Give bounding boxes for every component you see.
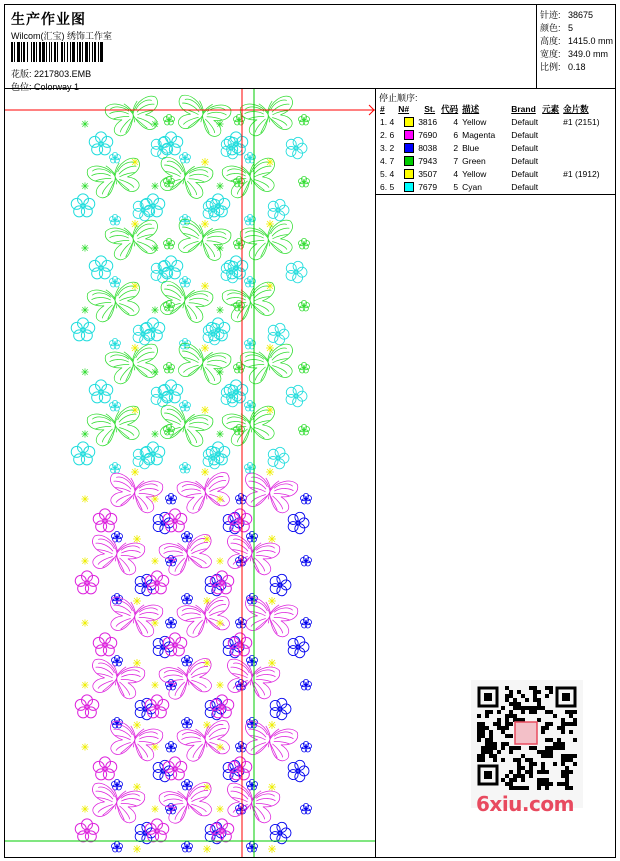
qr-code (471, 680, 583, 808)
design-canvas (5, 89, 376, 858)
cell-desc: Blue (462, 142, 480, 153)
cell-element (540, 115, 561, 128)
color-swatch (404, 156, 414, 166)
stop-sequence-title: 停止顺序: (379, 93, 418, 103)
cell-sequins (561, 180, 601, 193)
cell-num: 4. 7 (380, 155, 395, 166)
color-swatch (404, 130, 414, 140)
cell-needle: 4 (453, 168, 459, 179)
color-swatch (404, 117, 414, 127)
cell-brand: Default (511, 116, 539, 127)
col-element: 元素 (542, 104, 560, 114)
col-num: # (380, 104, 385, 114)
cell-element (540, 141, 561, 154)
cell-swatch (396, 180, 416, 193)
barcode (11, 42, 145, 62)
stat-height: 高度: 1415.0 mm (540, 36, 614, 46)
embroidery-pattern (71, 94, 311, 853)
stop-sequence-panel (375, 88, 616, 195)
cell-code: 7679 (418, 181, 438, 192)
cell-swatch (396, 115, 416, 128)
stat-stitches: 针迹: 38675 (540, 10, 594, 20)
cell-sequins: #1 (1912) (563, 168, 600, 179)
cell-brand: Default (511, 168, 539, 179)
cell-num: 2. 6 (380, 129, 395, 140)
company-name: Wilcom(汇宝) 绣饰工作室 (11, 31, 112, 41)
cell-element (540, 180, 561, 193)
col-sequins: 金片数 (563, 104, 589, 114)
embroidery-design-preview (4, 88, 376, 858)
cell-desc: Green (462, 155, 486, 166)
cell-element (540, 128, 561, 141)
page-title: 生产作业图 (11, 12, 86, 28)
table-row (378, 154, 602, 167)
table-header-row (378, 103, 602, 115)
watermark-logo: 6xiu.com (476, 792, 574, 816)
cell-swatch (396, 167, 416, 180)
col-st: St. (424, 104, 436, 114)
cell-sequins (561, 141, 601, 154)
cell-swatch (396, 141, 416, 154)
stat-scale: 比例: 0.18 (540, 62, 586, 72)
table-row (378, 128, 602, 141)
cell-code: 3816 (418, 116, 438, 127)
stop-sequence-table (378, 103, 602, 193)
cell-num: 1. 4 (380, 116, 395, 127)
cell-needle: 5 (453, 181, 459, 192)
cell-element (540, 167, 561, 180)
cell-num: 5. 4 (380, 168, 395, 179)
cell-brand: Default (511, 142, 539, 153)
color-swatch (404, 143, 414, 153)
cell-sequins: #1 (2151) (563, 116, 600, 127)
cell-code: 8038 (418, 142, 438, 153)
header-panel (4, 4, 537, 92)
cell-desc: Cyan (462, 181, 482, 192)
cell-sequins (561, 154, 601, 167)
table-row (378, 115, 602, 128)
table-row (378, 167, 602, 180)
qr-logo (515, 722, 537, 744)
cell-brand: Default (511, 155, 539, 166)
cell-brand: Default (511, 129, 539, 140)
cell-brand: Default (511, 181, 539, 192)
stat-colors: 颜色: 5 (540, 23, 574, 33)
color-swatch (404, 169, 414, 179)
design-file (11, 67, 91, 80)
col-desc: 描述 (462, 104, 480, 114)
table-row (378, 180, 602, 193)
cell-code: 7690 (418, 129, 438, 140)
cell-swatch (396, 128, 416, 141)
col-brand: Brand (511, 104, 536, 114)
design-value: 2217803.EMB (34, 69, 92, 79)
col-code: 代码 (441, 104, 459, 114)
design-label: 花版: (11, 69, 32, 79)
cell-code: 3507 (418, 168, 438, 179)
colorway-value: Colorway 1 (34, 82, 80, 92)
stat-width: 宽度: 349.0 mm (540, 49, 609, 59)
cell-num: 3. 2 (380, 142, 395, 153)
cell-needle: 6 (453, 129, 459, 140)
stats-panel (536, 4, 616, 89)
colorway-label: 色位: (11, 82, 32, 92)
cell-desc: Magenta (462, 129, 496, 140)
color-swatch (404, 182, 414, 192)
cell-swatch (396, 154, 416, 167)
cell-needle: 2 (453, 142, 459, 153)
cell-sequins (561, 128, 601, 141)
cell-num: 6. 5 (380, 181, 395, 192)
cell-code: 7943 (418, 155, 438, 166)
cell-element (540, 154, 561, 167)
cell-desc: Yellow (462, 168, 487, 179)
cell-desc: Yellow (462, 116, 487, 127)
table-row (378, 141, 602, 154)
cell-needle: 4 (453, 116, 459, 127)
cell-needle: 7 (453, 155, 459, 166)
col-needle: N# (398, 104, 410, 114)
